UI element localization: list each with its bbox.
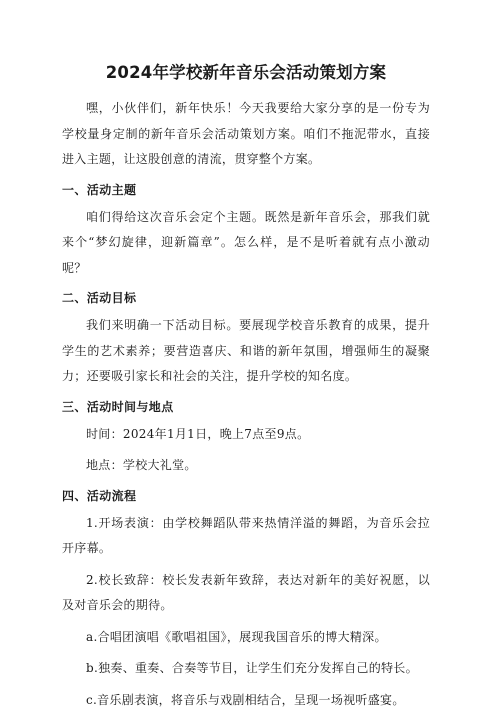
theme-paragraph: 咱们得给这次音乐会定个主题。既然是新年音乐会，那我们就来个“梦幻旋律，迎新篇章”。怎么样，是不是听着就有点小激动呢？ bbox=[62, 209, 430, 275]
place-paragraph: 地点：学校大礼堂。 bbox=[86, 458, 197, 472]
process-item: a.合唱团演唱《歌唱祖国》，展现我国音乐的博大精深。 bbox=[86, 629, 387, 644]
document-title: 2024年学校新年音乐会活动策划方案 bbox=[105, 63, 387, 82]
time-paragraph: 时间：2024年1月1日，晚上7点至9点。 bbox=[86, 426, 310, 441]
section-heading-goal: 二、活动目标 bbox=[62, 291, 137, 305]
intro-paragraph: 嘿，小伙伴们，新年快乐！今天我要给大家分享的是一份专为学校量身定制的新年音乐会活动策划方案。咱们不拖泥带水，直接进入主题，让这股创意的清流，贯穿整个方案。 bbox=[62, 101, 430, 166]
process-item: 1.开场表演：由学校舞蹈队带来热情洋溢的舞蹈，为音乐会拉开序幕。 bbox=[62, 515, 430, 555]
section-heading-theme: 一、活动主题 bbox=[62, 182, 137, 197]
section-heading-process: 四、活动流程 bbox=[62, 488, 137, 503]
process-item: 2.校长致辞：校长发表新年致辞，表达对新年的美好祝愿，以及对音乐会的期待。 bbox=[62, 572, 430, 612]
section-heading-time-place: 三、活动时间与地点 bbox=[62, 399, 174, 414]
process-item: c.音乐剧表演，将音乐与戏剧相结合，呈现一场视听盛宴。 bbox=[86, 692, 405, 707]
document-page bbox=[62, 62, 430, 719]
goal-paragraph: 我们来明确一下活动目标。要展现学校音乐教育的成果，提升学生的艺术素养；要营造喜庆、和谐的新年氛围，增强师生的凝聚力；还要吸引家长和社会的关注，提升学校的知名度。 bbox=[62, 318, 430, 383]
process-item: b.独奏、重奏、合奏等节目，让学生们充分发挥自己的特长。 bbox=[86, 661, 418, 675]
